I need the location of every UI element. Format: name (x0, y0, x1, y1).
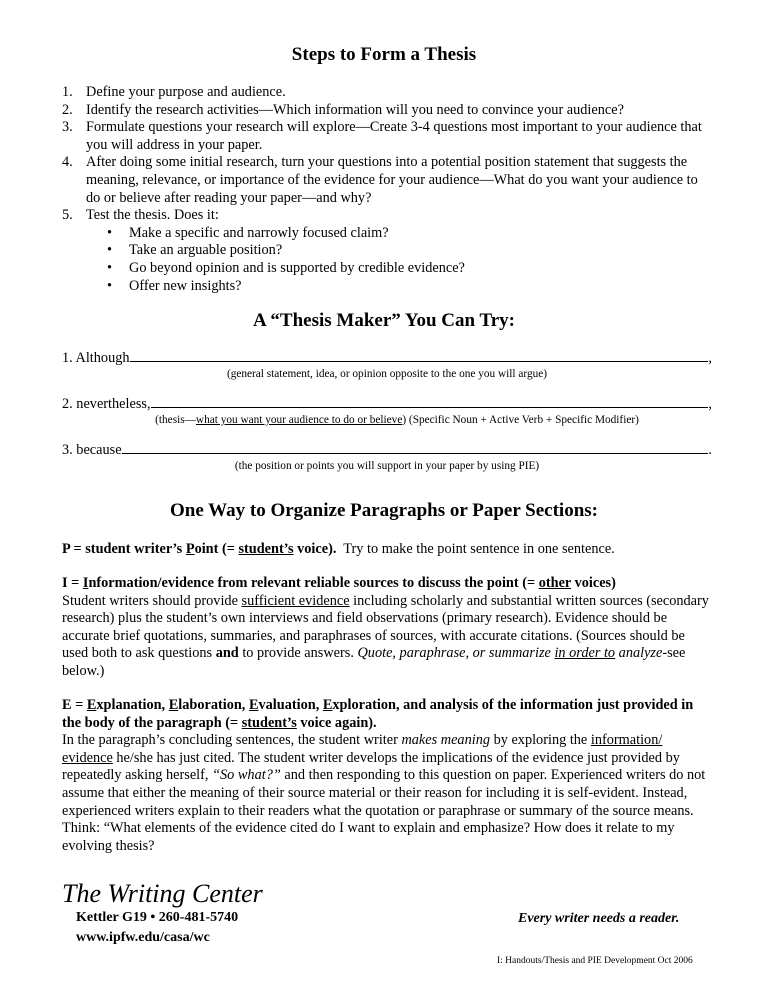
thesis-line-3: 3. because . (the position or points you will support in your paper by using PIE) (62, 440, 712, 475)
list-item: 3. Formulate questions your research will explore—Create 3-4 questions most important to your audience that you will address in your paper. (62, 119, 702, 153)
pie-explanation-paragraph: E = Explanation, Elaboration, Evaluation, Exploration, and analysis of the information just provided in the body of the paragraph (= student’s voice again). In the paragraph’s concluding sentences, the student writer makes meaning by exploring the information/ evidence he/she has just cited. The student writer develops the implications of the evidence just provided by repeatedly asking herself, “So what?” and then responding to this question on paper. Experienced writers do not assume that either the meaning of their source material or their reason for including it is self-evident. Instead, experienced writers explain to their readers what the quotation or paraphrase or summary of the source means. Think: “What elements of the evidence cited do I want to explain and emphasize? How does it relate to my evolving thesis? (62, 697, 706, 854)
line-note: (thesis—what you want your audience to do or believe) (Specific Noun + Active Verb + Specific Modifier) (155, 413, 639, 426)
thesis-tests-list (107, 225, 712, 295)
list-item: • Offer new insights? (107, 278, 712, 296)
writing-center-logo: The Writing Center (62, 879, 263, 908)
page-title: Steps to Form a Thesis (291, 44, 477, 65)
list-item: 4. After doing some initial research, turn your questions into a potential position statement that suggests the meaning, relevance, or importance of the evidence for your audience—What do you want your audience to do or believe after reading your paper—and why? (62, 154, 698, 206)
fill-in-blank[interactable] (122, 440, 709, 454)
organize-heading: One Way to Organize Paragraphs or Paper Sections: (169, 500, 598, 521)
list-item: 1. Define your purpose and audience. (62, 84, 286, 100)
pie-information-paragraph: I = Information/evidence from relevant reliable sources to discuss the point (= other voices) Student writers should provide sufficient evidence including scholarly and substantial written sources (secondary research) plus the student’s own interviews and field observations (primary research). Evidence should be accurate brief quotations, summaries, and paraphrases of sources, with accurate citations. (Sources should be used both to ask questions and to provide answers. Quote, paraphrase, or summarize in order to analyze-see below.) (62, 575, 709, 679)
line-note: (the position or points you will support in your paper by using PIE) (234, 459, 540, 472)
list-item: 5. Test the thesis. Does it: • Make a specific and narrowly focused claim? • Take an arguable position? • Go beyond opinion and is supported by credible evidence? • Offer new insights? (62, 207, 712, 295)
thesis-line-1: 1. Although , (general statement, idea, or opinion opposite to the one you will argue) (62, 348, 712, 383)
pie-point-paragraph: P = student writer’s Point (= student’s voice). Try to make the point sentence in one sentence. (62, 541, 615, 557)
line-note: (general statement, idea, or opinion opposite to the one you will argue) (226, 367, 548, 380)
steps-list (62, 84, 712, 295)
list-item: • Take an arguable position? (107, 242, 712, 260)
tagline: Every writer needs a reader. (518, 911, 680, 926)
list-item: 2. Identify the research activities—Which information will you need to convince your audience? (62, 101, 624, 118)
file-note: I: Handouts/Thesis and PIE Development Oct 2006 (497, 956, 693, 966)
center-website-link[interactable]: www.ipfw.edu/casa/wc (76, 930, 210, 945)
center-address: Kettler G19 • 260-481-5740 (76, 910, 239, 925)
thesis-maker-heading: A “Thesis Maker” You Can Try: (253, 310, 515, 331)
list-item: • Make a specific and narrowly focused claim? (107, 225, 712, 243)
fill-in-blank[interactable] (130, 348, 709, 362)
list-item: • Go beyond opinion and is supported by credible evidence? (107, 260, 712, 278)
fill-in-blank[interactable] (151, 394, 709, 408)
thesis-line-2: 2. nevertheless, , (thesis—what you want your audience to do or believe) (Specific Noun + Active Verb + Specific Modifier) (62, 394, 712, 429)
